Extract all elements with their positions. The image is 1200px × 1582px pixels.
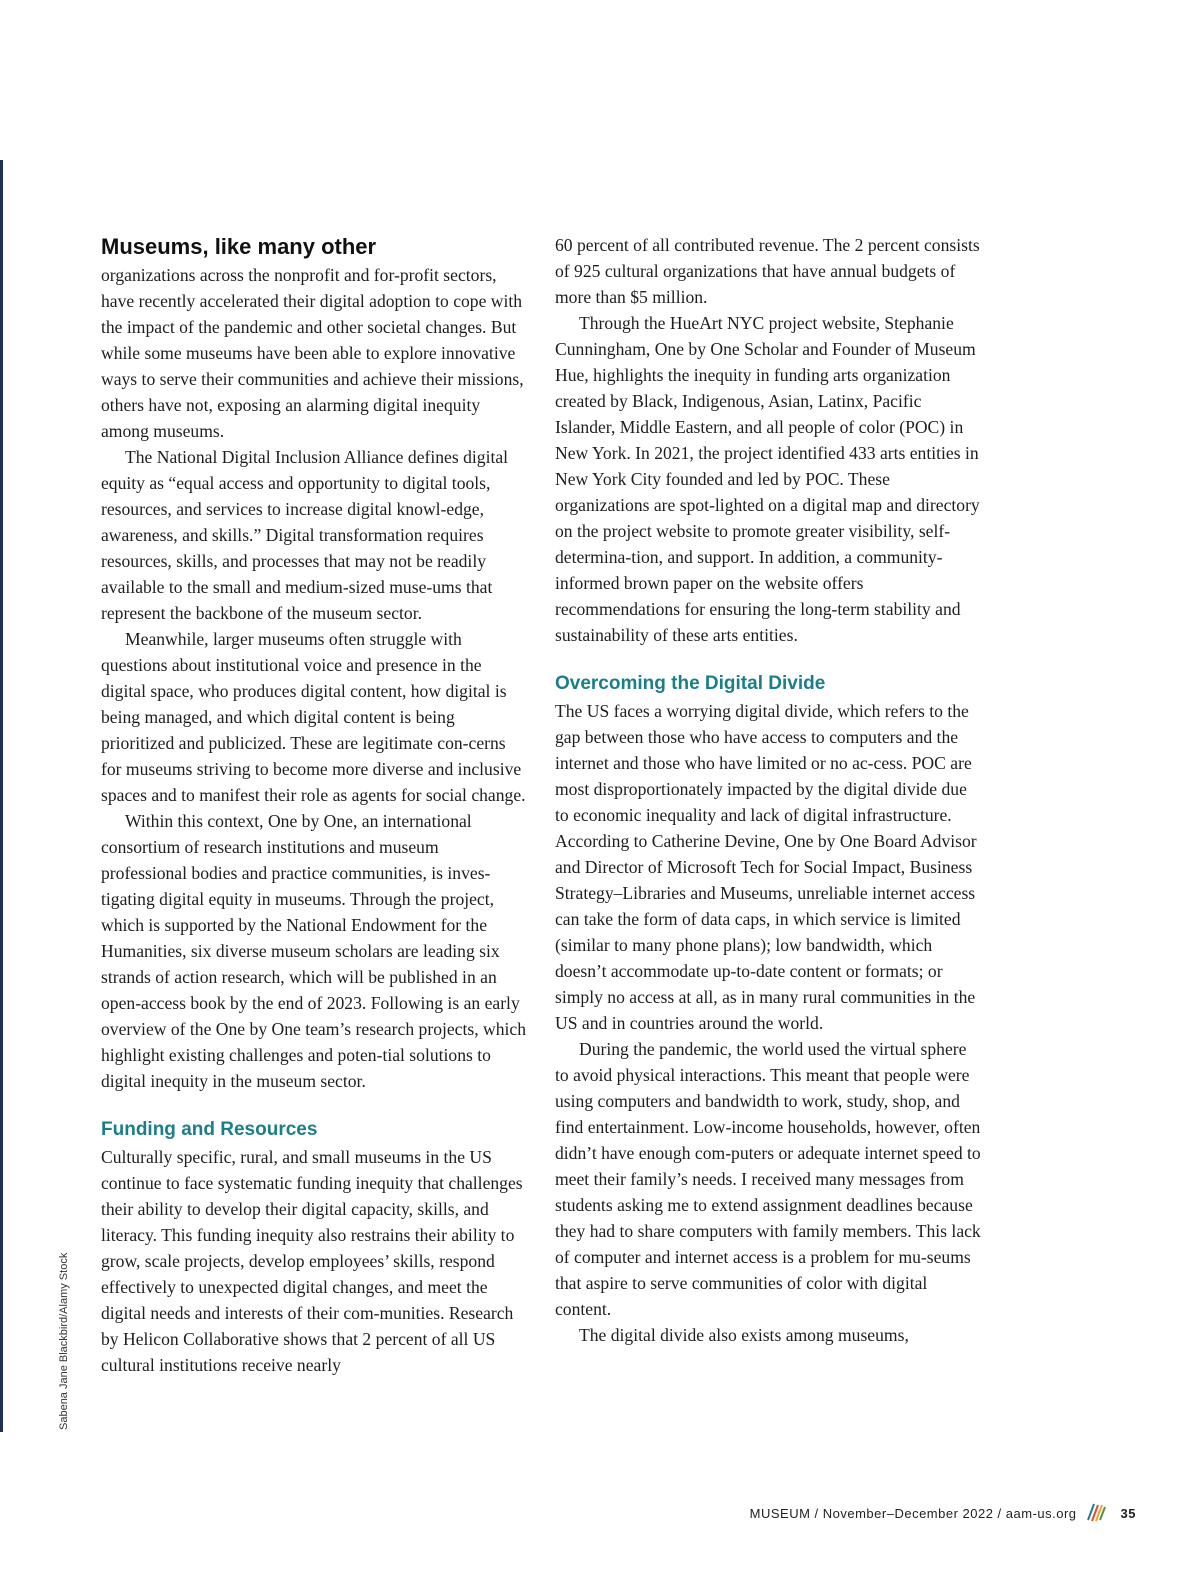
article-column-right bbox=[555, 232, 983, 1348]
photo-credit: Sabena Jane Blackbird/Alamy Stock bbox=[58, 1252, 70, 1430]
section-heading-digital-divide: Overcoming the Digital Divide bbox=[555, 673, 826, 694]
article-paragraph: Within this context, One by One, an international consortium of research institutions and museum professional bodies and practice communities, is inves-tigating digital equity in museums. Through the project, which is supported by the National Endowment for the Humanities, six diverse museum scholars are leading six strands of action research, which will be published in an open-access book by the end of 2023. Following is an early overview of the One by One team’s research projects, which highlight existing challenges and poten-tial solutions to digital inequity in the museum sector. bbox=[101, 811, 527, 1091]
footer-publication: MUSEUM / November–December 2022 / aam-us.org bbox=[749, 1506, 1077, 1521]
article-paragraph: The US faces a worrying digital divide, which refers to the gap between those who have access to computers and the internet and those who have limited or no ac-cess. POC are most disproportionately impacted by the digital divide due to economic inequality and lack of digital infrastructure. According to Catherine Devine, One by One Board Advisor and Director of Microsoft Tech for Social Impact, Business Strategy–Libraries and Museums, unreliable internet access can take the form of data caps, in which service is limited (similar to many phone plans); low bandwidth, which doesn’t accommodate up-to-date content or formats; or simply no access at all, as in many rural communities in the US and in countries around the world. bbox=[555, 701, 977, 1033]
article-paragraph: Through the HueArt NYC project website, Stephanie Cunningham, One by One Scholar and Founder of Museum Hue, highlights the inequity in funding arts organization created by Black, Indigenous, Asian, Latinx, Pacific Islander, Middle Eastern, and all people of color (POC) in New York. In 2021, the project identified 433 arts entities in New York City founded and led by POC. These organizations are spot-lighted on a digital map and directory on the project website to promote greater visibility, self-determina-tion, and support. In addition, a community-informed brown paper on the website offers recommendations for ensuring the long-term stability and sustainability of these arts entities. bbox=[555, 313, 980, 645]
article-paragraph bbox=[101, 232, 529, 444]
article-paragraph: Meanwhile, larger museums often struggle with questions about institutional voice and presence in the digital space, who produces digital content, how digital is being managed, and which digital content is being prioritized and publicized. These are legitimate con-cerns for museums striving to become more diverse and inclusive spaces and to manifest their role as agents for social change. bbox=[101, 629, 526, 805]
page-number: 35 bbox=[1120, 1506, 1136, 1521]
article-lead-in: Museums, like many other bbox=[101, 234, 377, 259]
section-heading-funding: Funding and Resources bbox=[101, 1119, 318, 1140]
article-paragraph: The National Digital Inclusion Alliance defines digital equity as “equal access and opportunity to digital tools, resources, and services to increase digital knowl-edge, awareness, and skills.” Digital transformation requires resources, skills, and processes that may not be readily available to the small and medium-sized muse-ums that represent the backbone of the museum sector. bbox=[101, 447, 509, 623]
page-edge-rule bbox=[0, 160, 3, 1432]
page-footer bbox=[750, 1500, 1136, 1527]
article-column-left bbox=[101, 232, 529, 1378]
aam-logo-icon bbox=[1085, 1500, 1107, 1527]
article-paragraph: 60 percent of all contributed revenue. The 2 percent consists of 925 cultural organizations that have annual budgets of more than $5 million. bbox=[555, 235, 980, 307]
article-paragraph: Culturally specific, rural, and small museums in the US continue to face systematic funding inequity that challenges their ability to develop their digital capacity, skills, and literacy. This funding inequity also restrains their ability to grow, scale projects, develop employees’ skills, respond effectively to unexpected digital changes, and meet the digital needs and interests of their com-munities. Research by Helicon Collaborative shows that 2 percent of all US cultural institutions receive nearly bbox=[101, 1147, 523, 1375]
article-paragraph: During the pandemic, the world used the virtual sphere to avoid physical interactions. This meant that people were using computers and bandwidth to work, study, shop, and find entertainment. Low-income households, however, often didn’t have enough com-puters or adequate internet speed to meet their family’s needs. I received many messages from students asking me to extend assignment deadlines because they had to share computers with family members. This lack of computer and internet access is a problem for mu-seums that aspire to serve communities of color with digital content. bbox=[555, 1039, 981, 1319]
article-paragraph: The digital divide also exists among museums, bbox=[579, 1325, 909, 1345]
article-paragraph-text: organizations across the nonprofit and for-profit sectors, have recently accelerated their digital adoption to cope with the impact of the pandemic and other societal changes. But while some museums have been able to explore innovative ways to serve their communities and achieve their missions, others have not, exposing an alarming digital inequity among museums. bbox=[101, 265, 524, 441]
